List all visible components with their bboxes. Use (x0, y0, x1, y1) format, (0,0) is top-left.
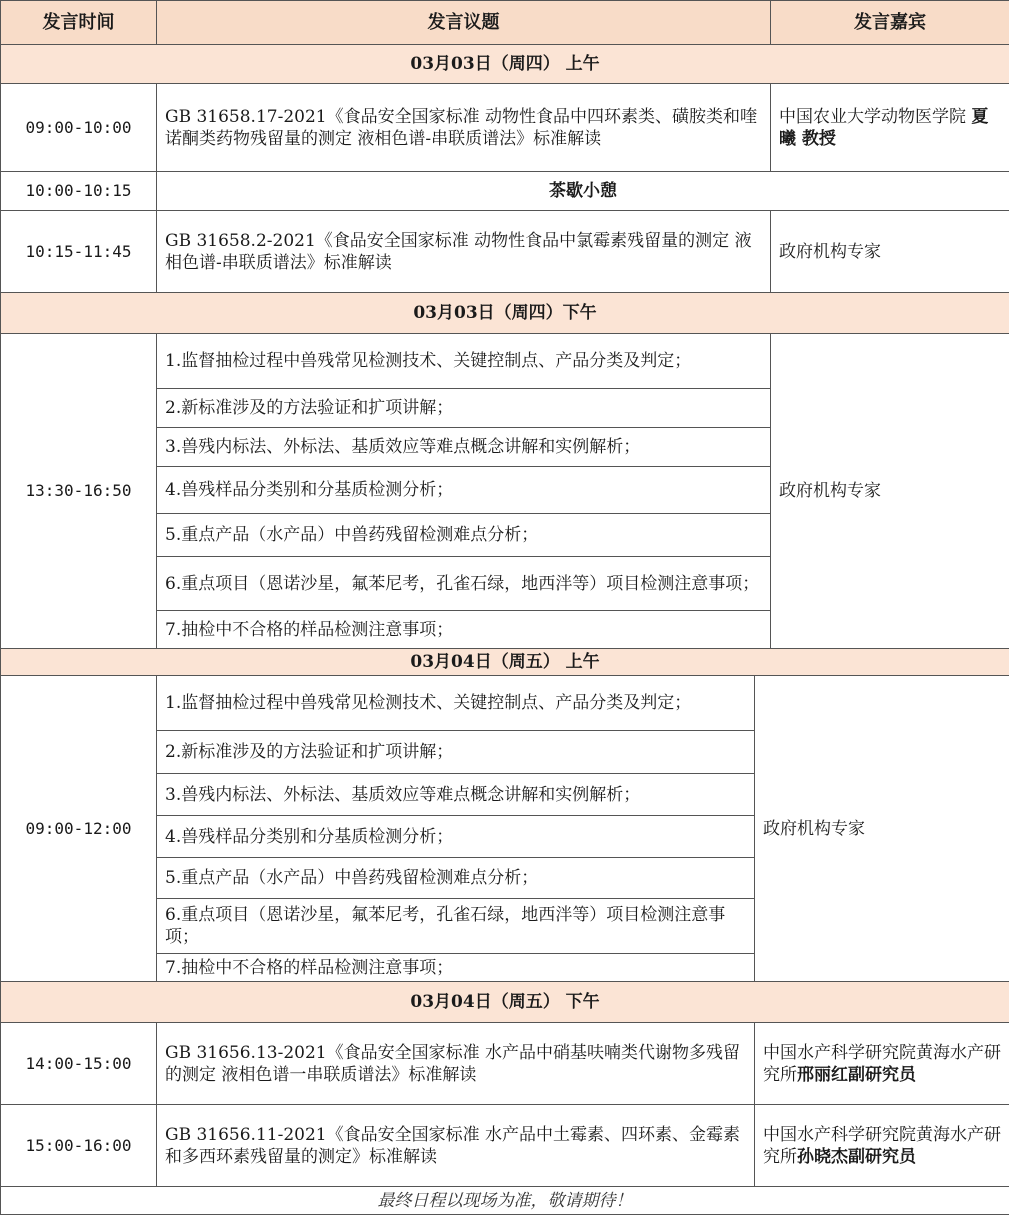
block-item: 2.新标准涉及的方法验证和扩项讲解； (157, 389, 771, 428)
speaker-org: 中国水产科学研究院黄海水产研究所 (763, 1043, 1001, 1085)
block-time: 13:30-16:50 (1, 334, 157, 649)
speaker-org: 中国农业大学动物医学院 (779, 107, 971, 127)
block-item: 4.兽残样品分类别和分基质检测分析； (157, 816, 755, 858)
table-row (1, 84, 1009, 172)
block-item: 7.抽检中不合格的样品检测注意事项； (157, 611, 771, 649)
session-topic: GB 31656.13-2021《食品安全国家标准 水产品中硝基呋喃类代谢物多残留的测定 液相色谱一串联质谱法》标准解读 (157, 1023, 755, 1105)
session-time: 10:15-11:45 (1, 211, 157, 293)
day-label: 03月04日（周五） 上午 (1, 649, 1009, 676)
session-time: 15:00-16:00 (1, 1105, 157, 1187)
block-time: 09:00-12:00 (1, 676, 157, 982)
header-row (1, 1, 1009, 45)
block-item: 3.兽残内标法、外标法、基质效应等难点概念讲解和实例解析； (157, 428, 771, 467)
table-row (1, 334, 1009, 389)
table-row (1, 676, 1009, 731)
session-time: 14:00-15:00 (1, 1023, 157, 1105)
session-speaker: 政府机构专家 (771, 211, 1009, 293)
block-item: 2.新标准涉及的方法验证和扩项讲解； (157, 731, 755, 774)
day-row (1, 982, 1009, 1023)
session-speaker (755, 1105, 1009, 1187)
table-row (1, 211, 1009, 293)
block-item: 1.监督抽检过程中兽残常见检测技术、关键控制点、产品分类及判定； (157, 676, 755, 731)
session-speaker (755, 1023, 1009, 1105)
day-label: 03月03日（周四）下午 (1, 293, 1009, 334)
header-time: 发言时间 (1, 1, 157, 45)
speaker-org: 中国水产科学研究院黄海水产研究所 (763, 1125, 1001, 1167)
footer-row (1, 1187, 1009, 1215)
session-topic: GB 31656.11-2021《食品安全国家标准 水产品中土霉素、四环素、金霉素和多西环素残留量的测定》标准解读 (157, 1105, 755, 1187)
speaker-name: 孙晓杰副研究员 (797, 1147, 916, 1167)
table-row (1, 1023, 1009, 1105)
day-row (1, 45, 1009, 84)
break-label: 茶歇小憩 (157, 172, 1009, 211)
block-item: 5.重点产品（水产品）中兽药残留检测难点分析； (157, 514, 771, 557)
session-topic: GB 31658.2-2021《食品安全国家标准 动物性食品中氯霉素残留量的测定 液相色谱-串联质谱法》标准解读 (157, 211, 771, 293)
table-row (1, 172, 1009, 211)
header-speaker: 发言嘉宾 (771, 1, 1009, 45)
session-speaker (771, 84, 1009, 172)
header-topic: 发言议题 (157, 1, 771, 45)
block-item: 1.监督抽检过程中兽残常见检测技术、关键控制点、产品分类及判定； (157, 334, 771, 389)
day-row (1, 293, 1009, 334)
block-item: 6.重点项目（恩诺沙星，氟苯尼考，孔雀石绿，地西泮等）项目检测注意事项； (157, 557, 771, 611)
block-speaker: 政府机构专家 (771, 334, 1009, 649)
block-item: 6.重点项目（恩诺沙星，氟苯尼考，孔雀石绿，地西泮等）项目检测注意事项； (157, 899, 755, 954)
speaker-name: 夏曦 教授 (779, 107, 988, 149)
day-row (1, 649, 1009, 676)
day-label: 03月03日（周四） 上午 (1, 45, 1009, 84)
block-item: 4.兽残样品分类别和分基质检测分析； (157, 467, 771, 514)
session-time: 09:00-10:00 (1, 84, 157, 172)
table-row (1, 1105, 1009, 1187)
break-time: 10:00-10:15 (1, 172, 157, 211)
speaker-name: 邢丽红副研究员 (797, 1065, 916, 1085)
block-item: 7.抽检中不合格的样品检测注意事项； (157, 954, 755, 982)
block-item: 3.兽残内标法、外标法、基质效应等难点概念讲解和实例解析； (157, 774, 755, 816)
block-speaker: 政府机构专家 (755, 676, 1009, 982)
session-topic: GB 31658.17-2021《食品安全国家标准 动物性食品中四环素类、磺胺类和喹诺酮类药物残留量的测定 液相色谱-串联质谱法》标准解读 (157, 84, 771, 172)
day-label: 03月04日（周五） 下午 (1, 982, 1009, 1023)
block-item: 5.重点产品（水产品）中兽药残留检测难点分析； (157, 858, 755, 899)
footer-note: 最终日程以现场为准，敬请期待！ (1, 1187, 1009, 1215)
